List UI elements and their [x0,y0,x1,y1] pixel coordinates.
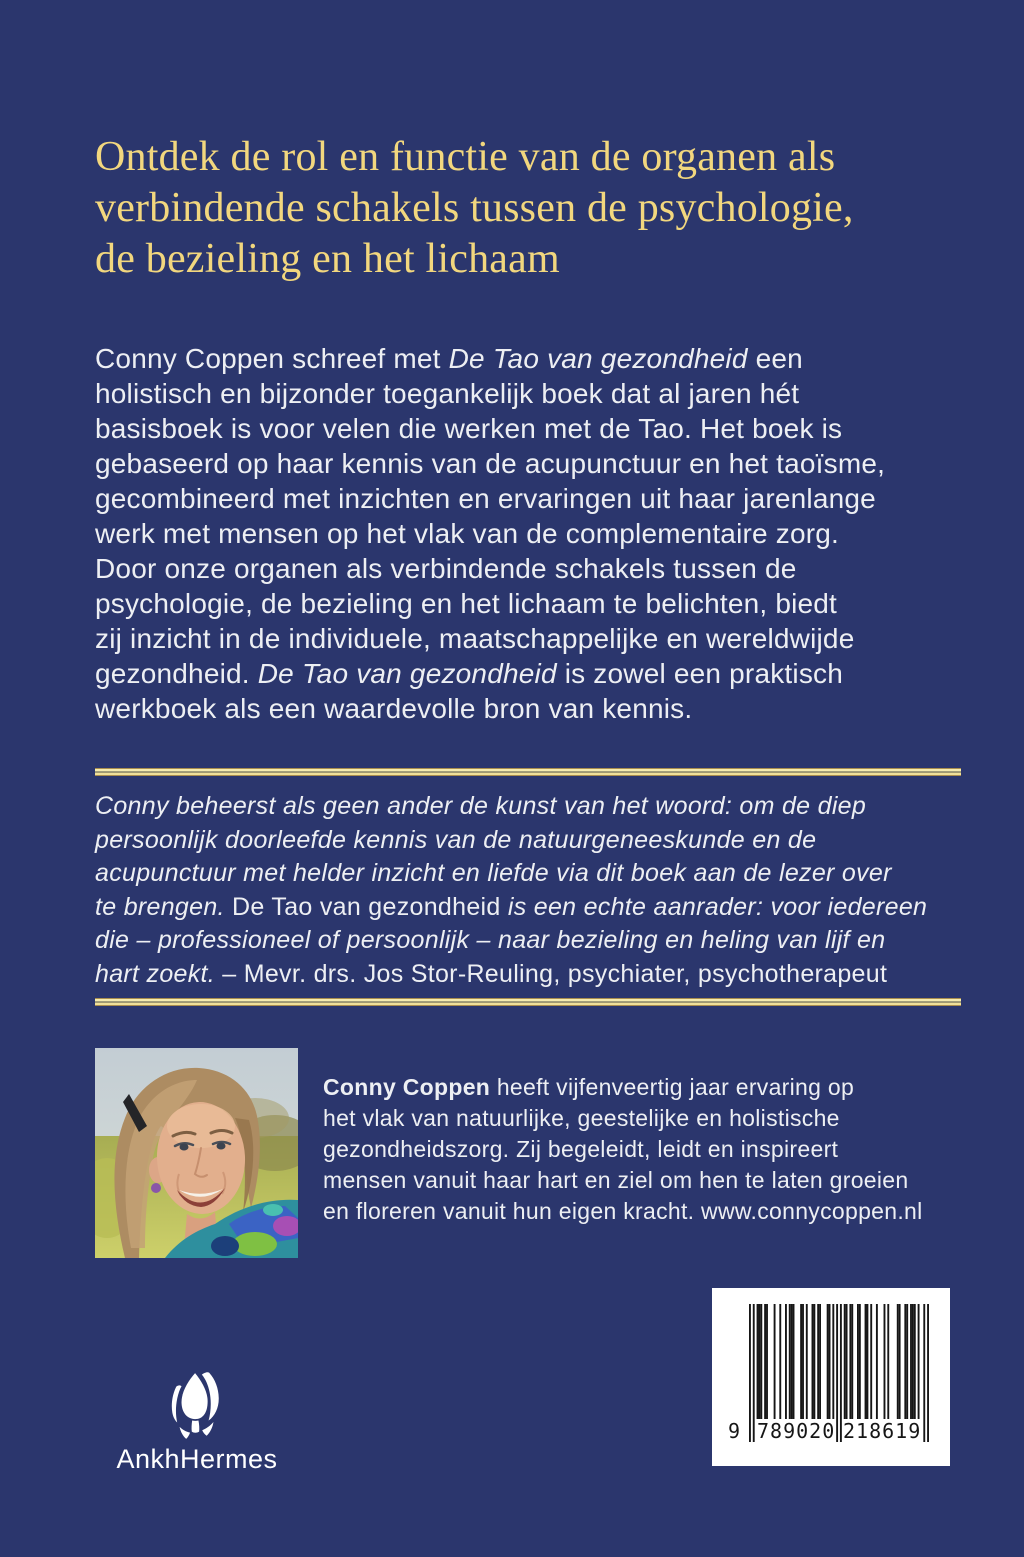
isbn-barcode [712,1288,950,1466]
barcode-digits-group2: 218619 [843,1419,922,1443]
author-bio: Conny Coppen heeft vijfenveertig jaar ervaring op het vlak van natuurlijke, geestelijke en holistische gezondheidszorg. Zij begeleidt, leidt en inspireert mensen vanuit haar hart en ziel om hen te laten groeien en floreren vanuit hun eigen kracht. www.connycoppen.nl [323,1074,923,1224]
headline: Ontdek de rol en functie van de organen als verbindende schakels tussen de psychologie, de bezieling en het lichaam [95,134,854,282]
gold-divider-top [95,768,961,776]
gold-divider-bottom [95,998,961,1006]
barcode-digits-group1: 789020 [757,1419,836,1443]
description-paragraph: Conny Coppen schreef met De Tao van gezondheid een holistisch en bijzonder toegankelijk boek dat al jaren hét basisboek is voor velen die werken met de Tao. Het boek is gebaseerd op haar kennis van de acupunctuur en het taoïsme, gecombineerd met inzichten en ervaringen uit haar jarenlange werk met mensen op het vlak van de complementaire zorg. Door onze organen als verbindende schakels tussen de psychologie, de bezieling en het lichaam te belichten, biedt zij inzicht in de individuele, maatschappelijke en wereldwijde gezondheid. De Tao van gezondheid is zowel een praktisch werkboek als een waardevolle bron van kennis. [95,343,886,724]
publisher-name: AnkhHermes [116,1444,278,1474]
review-quote: Conny beheerst als geen ander de kunst van het woord: om de diep persoonlijk doorleefde kennis van de natuurgeneeskunde en de acupunctuur met helder inzicht en liefde via dit boek aan de lezer over te brengen. De Tao van gezondheid is een echte aanrader: voor iedereen die – professioneel of persoonlijk – naar bezieling en heling van lijf en hart zoekt. – Mevr. drs. Jos Stor-Reuling, psychiater, psychotherapeut [95,792,928,988]
barcode-digit-left: 9 [724,1419,744,1443]
author-photo [95,1048,298,1258]
ankhhermes-logo-icon [168,1372,226,1442]
